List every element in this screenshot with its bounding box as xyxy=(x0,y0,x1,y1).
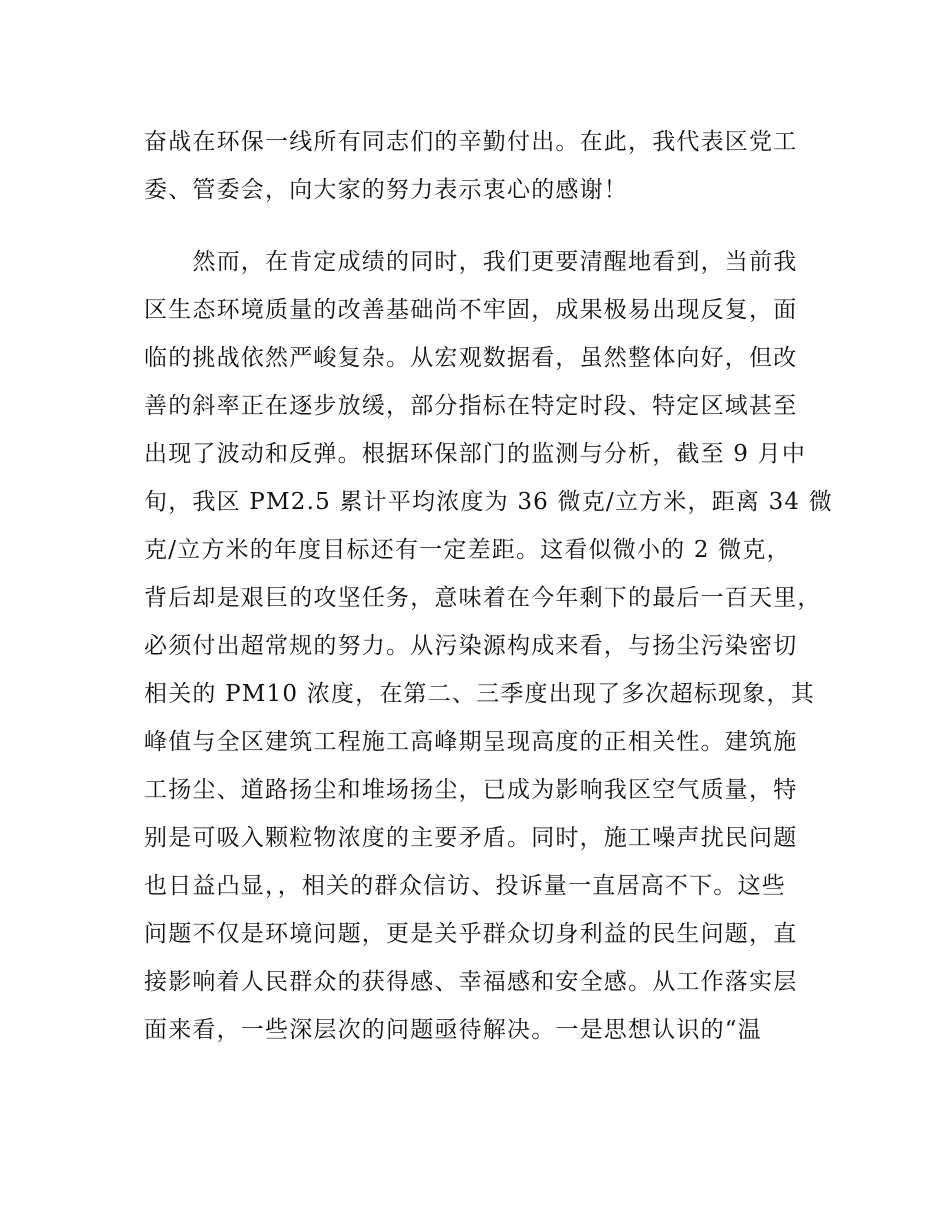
text-line: 善的斜率正在逐步放缓，部分指标在特定时段、特定区域甚至 xyxy=(144,393,798,419)
text-line: 出现了波动和反弹。根据环保部门的监测与分析，截至 9 月中 xyxy=(144,441,807,467)
text-line: 面来看，一些深层次的问题亟待解决。一是思想认识的“温 xyxy=(144,1017,762,1043)
text-line: 峰值与全区建筑工程施工高峰期呈现高度的正相关性。建筑施 xyxy=(144,729,798,755)
text-line: 奋战在环保一线所有同志们的辛勤付出。在此，我代表区党工 xyxy=(144,129,798,155)
document-body xyxy=(144,118,833,1054)
paragraph-1 xyxy=(144,118,824,214)
text-line: 背后却是艰巨的攻坚任务，意味着在今年剩下的最后一百天里， xyxy=(144,585,822,611)
paragraph-2 xyxy=(144,238,833,1054)
text-line: 区生态环境质量的改善基础尚不牢固，成果极易出现反复，面 xyxy=(144,297,798,323)
text-line: 也日益凸显，，相关的群众信访、投诉量一直居高不下。这些 xyxy=(144,873,786,899)
text-line: 别是可吸入颗粒物浓度的主要矛盾。同时，施工噪声扰民问题 xyxy=(144,825,798,851)
text-line: 工扬尘、道路扬尘和堆场扬尘，已成为影响我区空气质量，特 xyxy=(144,777,798,803)
text-line: 临的挑战依然严峻复杂。从宏观数据看，虽然整体向好，但改 xyxy=(144,345,798,371)
text-line: 然而，在肯定成绩的同时，我们更要清醒地看到，当前我 xyxy=(144,249,798,275)
paragraph-spacing xyxy=(144,214,824,238)
text-line: 接影响着人民群众的获得感、幸福感和安全感。从工作落实层 xyxy=(144,969,798,995)
text-line: 必须付出超常规的努力。从污染源构成来看，与扬尘污染密切 xyxy=(144,633,798,659)
text-line: 相关的 PM10 浓度，在第二、三季度出现了多次超标现象，其 xyxy=(144,681,815,707)
text-line: 旬，我区 PM2.5 累计平均浓度为 36 微克/立方米，距离 34 微 xyxy=(144,489,833,515)
text-line: 问题不仅是环境问题，更是关乎群众切身利益的民生问题，直 xyxy=(144,921,798,947)
text-line: 委、管委会，向大家的努力表示衷心的感谢！ xyxy=(144,177,628,203)
text-line: 克/立方米的年度目标还有一定差距。这看似微小的 2 微克， xyxy=(144,537,791,563)
